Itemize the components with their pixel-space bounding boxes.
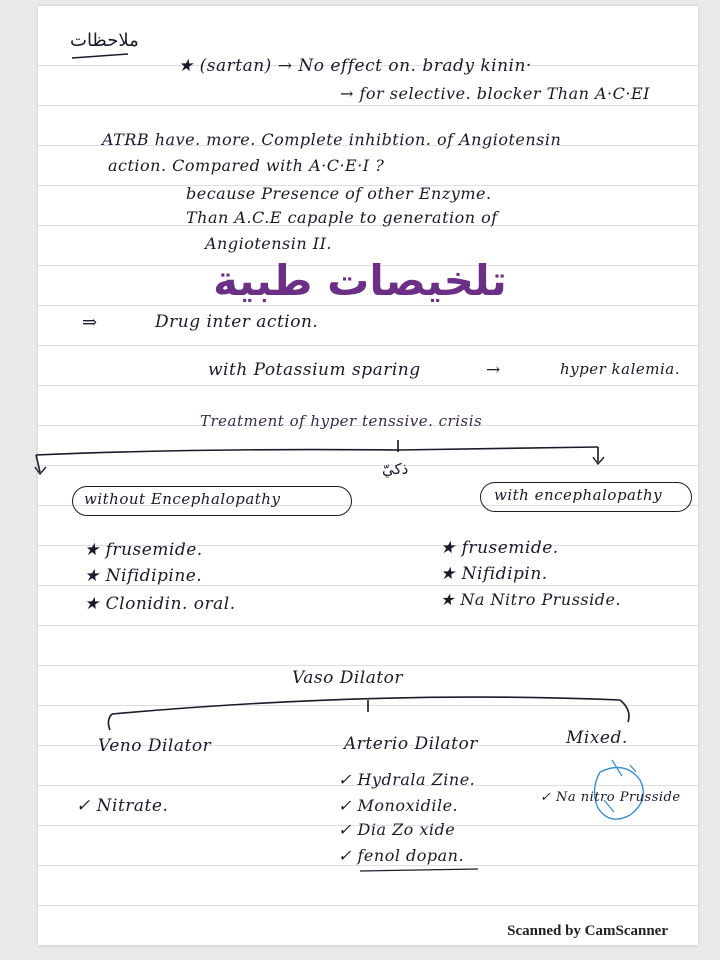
arterio-dilator-label: Arterio Dilator bbox=[344, 734, 478, 754]
drug-interaction-line: with Potassium sparing bbox=[208, 360, 421, 380]
atrb-line-4: Than A.C.E capaple to generation of bbox=[186, 208, 498, 227]
drug-interaction-result: hyper kalemia. bbox=[560, 360, 680, 378]
crisis-arabic-note: ذكيّ bbox=[382, 460, 409, 478]
drug-interaction-arrow: ⇒ bbox=[82, 312, 98, 333]
right-item-2: ★ Nifidipin. bbox=[440, 564, 548, 584]
arterio-item-1: ✓ Hydrala Zine. bbox=[338, 770, 476, 789]
scanner-footer: Scanned by CamScanner bbox=[507, 923, 668, 939]
left-item-3: ★ Clonidin. oral. bbox=[84, 594, 236, 614]
left-item-2: ★ Nifidipine. bbox=[84, 566, 203, 586]
mixed-item-na-nitroprusside: ✓ Na nitro Prusside bbox=[540, 790, 681, 805]
arterio-item-4: ✓ fenol dopan. bbox=[338, 846, 465, 865]
with-encephalopathy-label: with encephalopathy bbox=[494, 486, 663, 504]
crisis-title: Treatment of hyper tenssive. crisis bbox=[200, 412, 483, 430]
arrow-icon: → bbox=[486, 360, 501, 380]
atrb-line-2: action. Compared with A·C·E·I ? bbox=[108, 156, 385, 175]
veno-item-nitrate: ✓ Nitrate. bbox=[76, 796, 169, 816]
right-item-1: ★ frusemide. bbox=[440, 538, 559, 558]
arterio-item-2: ✓ Monoxidile. bbox=[338, 796, 459, 815]
atrb-line-5: Angiotensin II. bbox=[205, 234, 332, 253]
arabic-note-header: ملاحظات bbox=[70, 30, 139, 51]
atrb-line-3: because Presence of other Enzyme. bbox=[186, 184, 492, 203]
right-item-3: ★ Na Nitro Prusside. bbox=[440, 590, 622, 609]
atrb-line-1: ATRB have. more. Complete inhibtion. of Angiotensin bbox=[102, 130, 562, 149]
veno-dilator-label: Veno Dilator bbox=[98, 736, 212, 756]
watermark-title: تلخيصات طبية bbox=[213, 256, 507, 305]
vasodilator-title: Vaso Dilator bbox=[292, 668, 404, 688]
drug-interaction-title: Drug inter action. bbox=[155, 312, 319, 332]
sartan-line-2: → for selective. blocker Than A·C·EI bbox=[340, 84, 650, 103]
left-item-1: ★ frusemide. bbox=[84, 540, 203, 560]
sartan-line-1: ★ (sartan) → No effect on. brady kinin· bbox=[178, 56, 532, 76]
mixed-label: Mixed. bbox=[566, 728, 628, 748]
arterio-item-3: ✓ Dia Zo xide bbox=[338, 820, 456, 839]
without-encephalopathy-label: without Encephalopathy bbox=[84, 490, 281, 508]
